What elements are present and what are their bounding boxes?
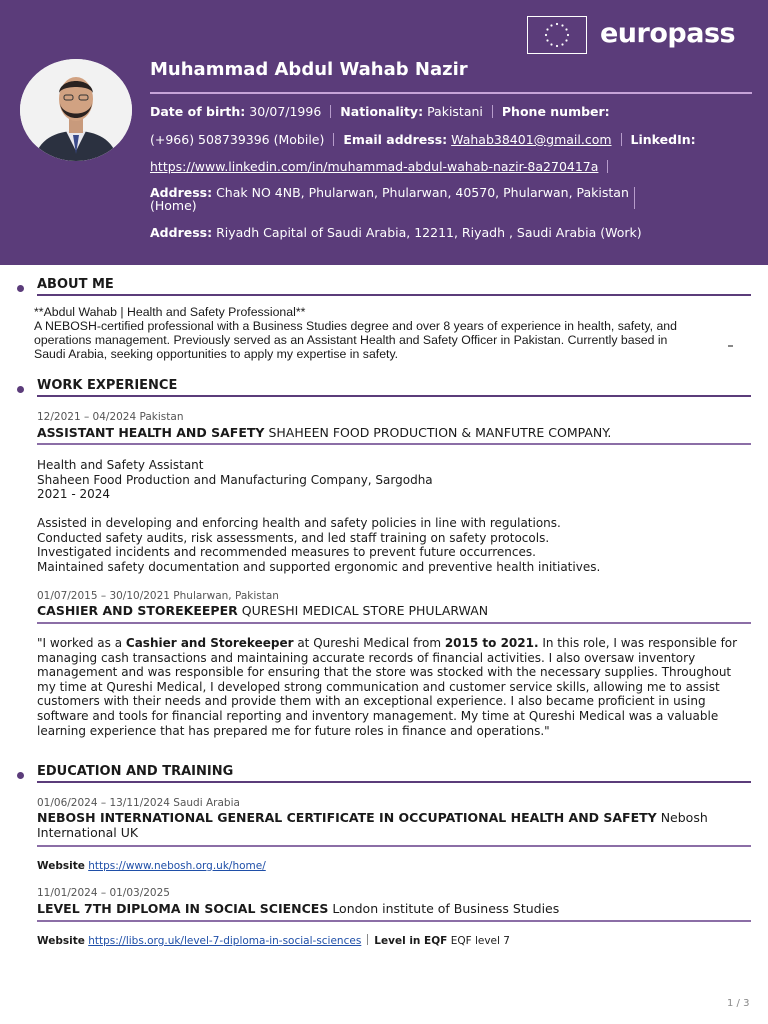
stray-mark [728,345,733,347]
education-title-line [37,901,751,916]
job-description [37,636,751,738]
eu-flag-icon [527,16,587,54]
job-employer: QURESHI MEDICAL STORE PHULARWAN [241,603,489,618]
section-bullet [17,285,24,292]
section-title-work: WORK EXPERIENCE [37,378,178,393]
education-title: NEBOSH INTERNATIONAL GENERAL CERTIFICATE IN OCCUPATIONAL HEALTH AND SAFETY [37,810,657,825]
address-label: Address: [150,225,213,240]
divider [330,105,331,118]
linkedin-link[interactable]: https://www.linkedin.com/in/muhammad-abdul-wahab-nazir-8a270417a [150,159,599,174]
education-title: LEVEL 7TH DIPLOMA IN SOCIAL SCIENCES [37,901,329,916]
job-title: CASHIER AND STOREKEEPER [37,603,238,618]
name-divider [150,92,752,94]
cv-header [0,0,768,265]
job-desc-line: Conducted safety audits, risk assessments, and led staff training on safety protocols. [37,530,550,545]
section-rule [37,395,751,397]
about-line: **Abdul Wahab | Health and Safety Professional** [34,305,306,319]
education-website [37,860,266,872]
job-desc-line: 2021 - 2024 [37,487,111,501]
job-title: ASSISTANT HEALTH AND SAFETY [37,425,265,440]
education-org: Nebosh International UK [37,810,708,840]
divider [634,187,635,209]
dob-label: Date of birth: [150,104,246,119]
section-title-education: EDUCATION AND TRAINING [37,764,234,779]
job-desc-line: Health and Safety Assistant [37,458,204,472]
job-desc-line: Maintained safety documentation and supported ergonomic and preventive health initiatives. [37,559,601,574]
about-line: Saudi Arabia, seeking opportunities to apply my expertise in safety. [34,347,399,361]
job-rule [37,622,751,624]
education-title-line [37,810,737,840]
email-label: Email address: [343,132,448,147]
section-title-about: ABOUT ME [37,277,114,292]
website-label: Website [37,935,85,947]
section-rule [37,781,751,783]
phone-label: Phone number: [501,104,610,119]
job-description [37,458,600,574]
about-line: operations management. Previously served as an Assistant Health and Safety Officer in Pakistan. Currently based in [34,333,668,347]
phone-value: (+966) 508739396 (Mobile) [150,132,325,147]
work-address [150,225,642,240]
europass-logo: europass [600,18,736,49]
about-line: A NEBOSH-certified professional with a Business Studies degree and over 8 years of experience in health, safety, and [34,319,677,333]
dob-value: 30/07/1996 [249,104,322,119]
divider [492,105,493,118]
job-desc-bold: Cashier and Storekeeper [125,636,294,650]
personal-line-3 [150,159,617,174]
section-bullet [17,772,24,779]
job-desc-line: Shaheen Food Production and Manufacturing Company, Sargodha [37,472,433,487]
job-rule [37,443,751,445]
section-bullet [17,386,24,393]
education-rule [37,845,751,847]
home-address [150,186,630,212]
education-meta: 01/06/2024 – 13/11/2024 Saudi Arabia [37,797,240,809]
website-link[interactable]: https://libs.org.uk/level-7-diploma-in-social-sciences [88,935,362,947]
job-title-line [37,425,751,440]
divider [607,160,608,173]
education-website [37,934,510,947]
job-meta: 01/07/2015 – 30/10/2021 Phularwan, Pakistan [37,590,279,602]
page-number: 1 / 3 [727,998,750,1009]
linkedin-label: LinkedIn: [630,132,696,147]
job-desc-bold: 2015 to 2021. [444,636,539,650]
section-rule [37,294,751,296]
nationality-label: Nationality: [340,104,424,119]
job-desc-text: In this role, I was responsible for managing cash transactions and maintaining accurate records of financial activities. I also oversaw inventory management and was responsible for ensuring that the store was stocked with the necessary supplies. Throughout my time at Qureshi Medical, I developed strong communication and customer service skills, allowing me to assist customers with their needs and provide them with an exceptional experience. I also became proficient in using software and tools for financial reporting and inventory management. My time at Qureshi Medical was a valuable learning experience that has prepared me for future roles in finance and operations." [37,636,738,738]
job-employer: SHAHEEN FOOD PRODUCTION & MANFUTRE COMPANY. [268,425,612,440]
job-desc-text: at Qureshi Medical from [293,636,445,650]
home-address-tag: (Home) [150,198,197,213]
candidate-name: Muhammad Abdul Wahab Nazir [150,59,468,80]
work-address-value: Riyadh Capital of Saudi Arabia, 12211, Riyadh , Saudi Arabia (Work) [216,225,642,240]
nationality-value: Pakistani [427,104,483,119]
personal-line-2 [150,132,696,147]
job-desc-text: "I worked as a [37,636,126,650]
email-link[interactable]: Wahab38401@gmail.com [451,132,612,147]
divider [333,133,334,146]
job-desc-line: Assisted in developing and enforcing health and safety policies in line with regulations. [37,516,561,530]
job-meta: 12/2021 – 04/2024 Pakistan [37,411,184,423]
home-address-value: Chak NO 4NB, Phularwan, Phularwan, 40570, Phularwan, Pakistan [216,185,629,200]
education-meta: 11/01/2024 – 01/03/2025 [37,887,170,899]
job-desc-line: Investigated incidents and recommended measures to prevent future occurrences. [37,545,536,559]
profile-photo [20,59,132,161]
eqf-label: Level in EQF [374,935,448,947]
website-link[interactable]: https://www.nebosh.org.uk/home/ [88,860,266,872]
education-org: London institute of Business Studies [332,901,560,916]
education-rule [37,920,751,922]
job-title-line [37,603,751,618]
personal-line-1 [150,104,610,119]
eqf-value: EQF level 7 [450,935,510,947]
divider [621,133,622,146]
about-text [34,305,734,361]
website-label: Website [37,860,85,872]
address-label: Address: [150,185,213,200]
divider [367,934,368,945]
